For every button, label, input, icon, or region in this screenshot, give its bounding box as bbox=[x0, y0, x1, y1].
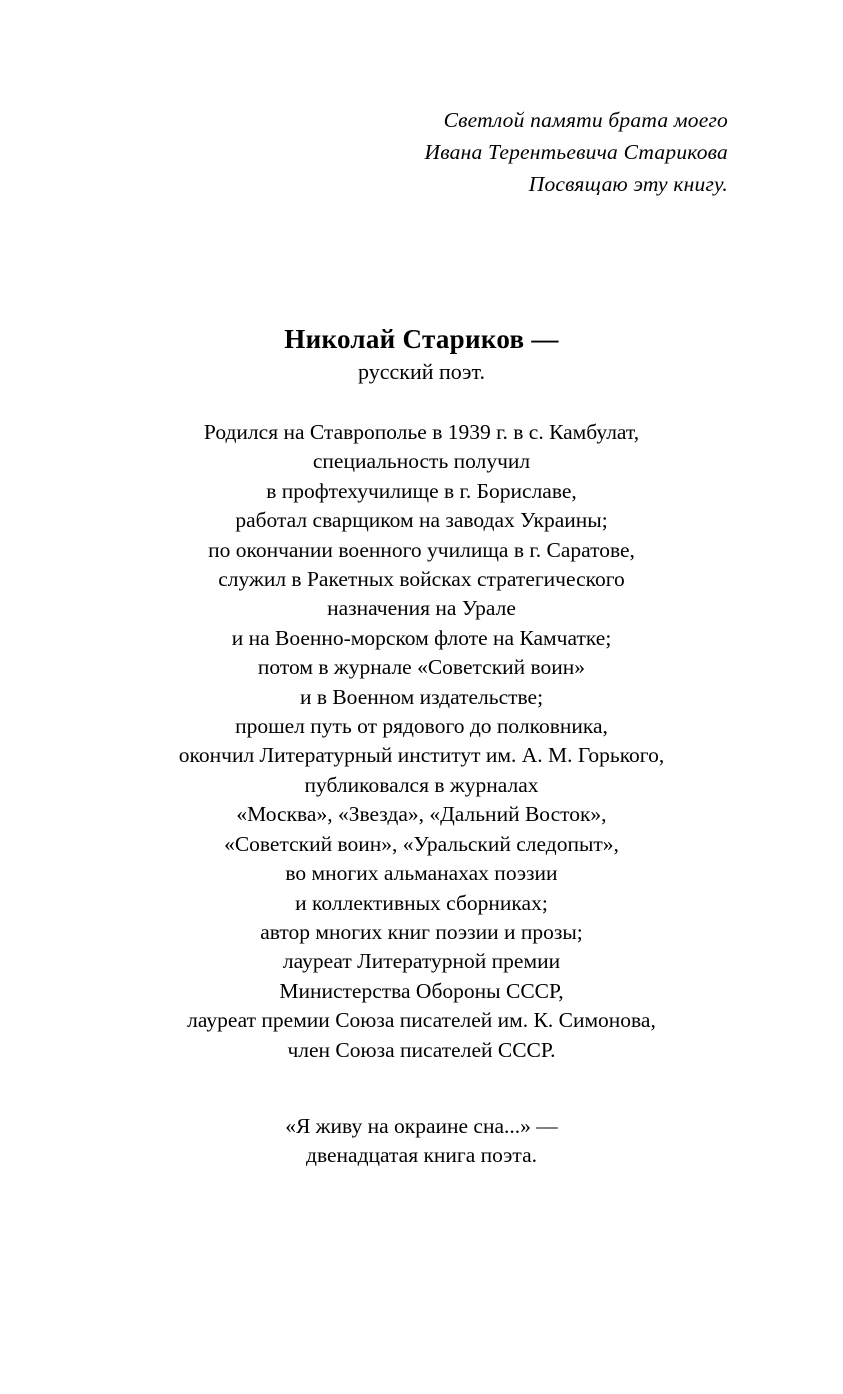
biography-line: автор многих книг поэзии и прозы; bbox=[260, 919, 583, 944]
biography-line: служил в Ракетных войсках стратегического bbox=[218, 567, 625, 592]
biography-line: «Москва», «Звезда», «Дальний Восток», bbox=[236, 802, 607, 827]
biography-line: в профтехучилище в г. Бориславе, bbox=[266, 478, 577, 503]
author-role: русский поэт. bbox=[358, 359, 485, 384]
biography-line: лауреат Литературной премии bbox=[282, 949, 561, 974]
biography-line: потом в журнале «Советский воин» bbox=[257, 655, 586, 680]
biography-line: по окончании военного училища в г. Саратове, bbox=[208, 537, 635, 562]
author-heading bbox=[0, 322, 843, 387]
biography-line: лауреат премии Союза писателей им. К. Симонова, bbox=[187, 1008, 656, 1033]
dedication-line: Посвящаю эту книгу. bbox=[528, 172, 728, 196]
biography-line: Родился на Ставрополье в 1939 г. в с. Камбулат, bbox=[203, 420, 640, 444]
biography-line: и на Военно-морском флоте на Камчатке; bbox=[231, 625, 612, 650]
biography-line: и коллективных сборниках; bbox=[295, 890, 548, 915]
author-biography bbox=[0, 418, 843, 1065]
biography-line: публиковался в журналах bbox=[304, 772, 539, 797]
dedication-line: Светлой памяти брата моего bbox=[443, 108, 728, 132]
biography-line: прошел путь от рядового до полковника, bbox=[235, 714, 608, 739]
biography-line: и в Военном издательстве; bbox=[299, 684, 544, 709]
biography-line: «Советский воин», «Уральский следопыт», bbox=[224, 831, 619, 856]
author-name: Николай Стариков — bbox=[284, 324, 559, 354]
dedication-block bbox=[0, 104, 728, 200]
closing-note bbox=[0, 1112, 843, 1171]
closing-note-line: двенадцатая книга поэта. bbox=[306, 1143, 537, 1168]
dedication-line: Ивана Терентьевича Старикова bbox=[424, 140, 728, 164]
biography-line: во многих альманахах поэзии bbox=[285, 861, 558, 886]
biography-line: Министерства Обороны СССР, bbox=[279, 978, 564, 1003]
biography-line: работал сварщиком на заводах Украины; bbox=[235, 508, 608, 533]
closing-note-line: «Я живу на окраине сна...» — bbox=[285, 1114, 558, 1138]
biography-line: член Союза писателей СССР. bbox=[287, 1037, 556, 1062]
biography-line: назначения на Урале bbox=[327, 596, 516, 621]
biography-line: окончил Литературный институт им. А. М. Горького, bbox=[178, 743, 665, 768]
biography-line: специальность получил bbox=[312, 449, 531, 474]
